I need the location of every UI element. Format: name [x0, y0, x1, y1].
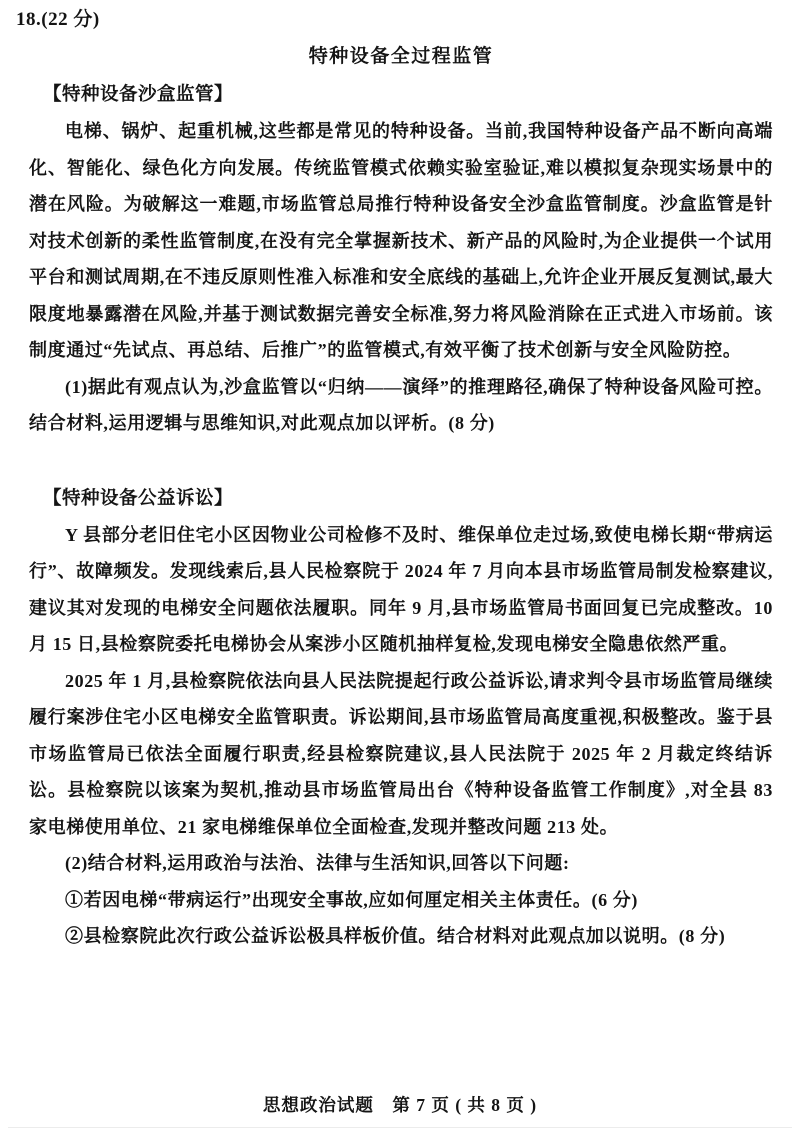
- sandbox-paragraph: 电梯、锅炉、起重机械,这些都是常见的特种设备。当前,我国特种设备产品不断向高端化、智能化、绿色化方向发展。传统监管模式依赖实验室验证,难以模拟复杂现实场景中的潜在风险。为破解这一难题,市场监管总局推行特种设备安全沙盒监管制度。沙盒监管是针对技术创新的柔性监管制度,在没有完全掌握新技术、新产品的风险时,为企业提供一个试用平台和测试周期,在不违反原则性准入标准和安全底线的基础上,允许企业开展反复测试,最大限度地暴露潜在风险,并基于测试数据完善安全标准,努力将风险消除在正式进入市场前。该制度通过“先试点、再总结、后推广”的监管模式,有效平衡了技术创新与安全风险防控。: [29, 121, 773, 360]
- section-heading-sandbox: 【特种设备沙盒监管】: [43, 85, 234, 105]
- material-title: 特种设备全过程监管: [308, 46, 494, 67]
- section-heading-litigation: 【特种设备公益诉讼】: [43, 488, 234, 509]
- exam-content: [16, 8, 773, 955]
- question-number: 18.(22 分): [16, 9, 100, 30]
- page-footer: 思想政治试题 第 7 页 ( 共 8 页 ): [262, 1095, 538, 1115]
- question-2-item-1: ①若因电梯“带病运行”出现安全事故,应如何厘定相关主体责任。(6 分): [65, 889, 638, 910]
- question-2-item-2: ②县检察院此次行政公益诉讼极具样板价值。结合材料对此观点加以说明。(8 分): [65, 926, 726, 946]
- question-2-intro: (2)结合材料,运用政治与法治、法律与生活知识,回答以下问题:: [65, 853, 570, 873]
- question-1: (1)据此有观点认为,沙盒监管以“归纳——演绎”的推理路径,确保了特种设备风险可控。结合材料,运用逻辑与思维知识,对此观点加以评析。(8 分): [29, 376, 773, 433]
- scan-edge-line: [8, 1127, 792, 1128]
- litigation-paragraph-2: 2025 年 1 月,县检察院依法向县人民法院提起行政公益诉讼,请求判令县市场监管局继续履行案涉住宅小区电梯安全监管职责。诉讼期间,县市场监管局高度重视,积极整改。鉴于县市场监管局已依法全面履行职责,经县检察院建议,县人民法院于 2025 年 2 月裁定终结诉讼。县检察院以该案为契机,推动县市场监管局出台《特种设备监管工作制度》,对全县 83 家电梯使用单位、21 家电梯维保单位全面检查,发现并整改问题 213 处。: [29, 670, 773, 837]
- litigation-paragraph-1: Y 县部分老旧住宅小区因物业公司检修不及时、维保单位走过场,致使电梯长期“带病运行”、故障频发。发现线索后,县人民检察院于 2024 年 7 月向本县市场监管局制发检察建议,建议其对发现的电梯安全问题依法履职。同年 9 月,县市场监管局书面回复已完成整改。10 月 15 日,县检察院委托电梯协会从案涉小区随机抽样复检,发现电梯安全隐患依然严重。: [29, 524, 773, 654]
